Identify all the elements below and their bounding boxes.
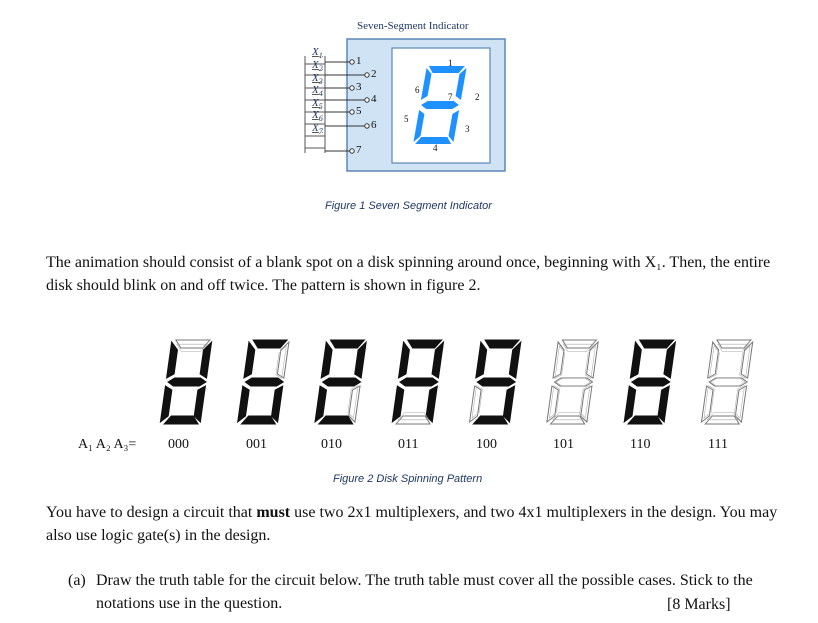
pattern-segment-6 [244, 342, 256, 378]
pattern-segment-3 [734, 386, 746, 422]
pattern-segment-4 [241, 416, 276, 424]
requirements-text-start: You have to design a circuit that [46, 504, 257, 521]
input-label-x4: $X_4$ [312, 84, 323, 99]
pattern-digit-101 [547, 340, 599, 424]
pattern-segment-7 [245, 378, 284, 386]
input-label-x6: $X_6$ [312, 109, 323, 124]
code-label-000: 000 [168, 437, 189, 452]
pattern-digit-111 [701, 340, 753, 424]
pattern-digit-110 [624, 340, 676, 424]
pattern-segment-6 [630, 342, 642, 378]
code-label-001: 001 [246, 437, 267, 452]
pattern-segment-1 [484, 340, 519, 348]
pattern-digit-010 [315, 340, 367, 424]
code-label-011: 011 [398, 437, 419, 452]
pin-number-3: 3 [356, 81, 362, 93]
pattern-segment-4 [319, 416, 354, 424]
pin-number-2: 2 [371, 68, 377, 80]
pattern-segment-1 [329, 340, 364, 348]
pin-number-4: 4 [371, 93, 377, 105]
seven-segment-indicator-diagram [300, 38, 510, 173]
pattern-segment-1 [639, 340, 674, 348]
segment-number-1: 1 [448, 58, 453, 68]
pattern-segment-6 [321, 342, 333, 378]
code-label-100: 100 [476, 437, 497, 452]
pattern-digit-001 [237, 340, 289, 424]
pattern-segment-7 [399, 378, 438, 386]
figure2-caption: Figure 2 Disk Spinning Pattern [333, 473, 483, 485]
pattern-segment-3 [425, 386, 437, 422]
pattern-segment-6 [476, 342, 488, 378]
figure1-title: Seven-Segment Indicator [357, 20, 469, 32]
segment-1 [428, 66, 465, 73]
pattern-segment-7 [322, 378, 361, 386]
input-label-x3: $X_3$ [312, 72, 323, 87]
pattern-segment-3 [657, 386, 669, 422]
question-label: (a) [68, 572, 86, 589]
pin-number-6: 6 [371, 119, 377, 131]
code-label-111: 111 [708, 437, 728, 452]
segment-number-2: 2 [475, 92, 480, 102]
input-label-x5: $X_5$ [312, 97, 323, 112]
question-marks: [8 Marks] [667, 596, 731, 613]
input-label-x1: $X_1$ [312, 46, 323, 61]
pattern-segment-4 [164, 416, 199, 424]
pattern-digit-000 [160, 340, 212, 424]
pattern-digit-011 [392, 340, 444, 424]
requirements-text-end: use two 2x1 multiplexers, and two 4x1 multiplexers in the design. You may also use logic gate(s) in the design. [46, 504, 778, 544]
requirements-paragraph [46, 501, 786, 547]
code-label-010: 010 [321, 437, 342, 452]
pin-number-5: 5 [356, 105, 362, 117]
pattern-segment-4 [628, 416, 663, 424]
pin-number-7: 7 [356, 144, 362, 156]
disk-spinning-pattern-diagram [150, 332, 760, 432]
segment-number-3: 3 [465, 124, 470, 134]
segment-number-4: 4 [433, 143, 438, 153]
pattern-segment-6 [167, 342, 179, 378]
pattern-segment-3 [348, 386, 360, 422]
segment-number-5: 5 [404, 114, 409, 124]
input-label-x2: $X_2$ [312, 59, 323, 74]
pattern-segment-6 [398, 342, 410, 378]
pattern-segment-3 [580, 386, 592, 422]
segment-number-7: 7 [448, 92, 453, 102]
figure1-caption: Figure 1 Seven Segment Indicator [325, 200, 492, 212]
pattern-segment-7 [477, 378, 516, 386]
pattern-segment-1 [407, 340, 442, 348]
pattern-segment-3 [503, 386, 515, 422]
pin-number-1: 1 [356, 55, 362, 67]
input-label-x7: $X_7$ [312, 122, 323, 137]
intro-paragraph: The animation should consist of a blank spot on a disk spinning around once, beginning with X₁. Then, the entire disk should blink on and off twice. The pattern is shown in figure 2. [46, 254, 771, 294]
pattern-segment-4 [473, 416, 508, 424]
requirements-emphasis: must [256, 504, 291, 521]
segment-number-6: 6 [415, 85, 420, 95]
pattern-segment-7 [167, 378, 206, 386]
question-text: Draw the truth table for the circuit below. The truth table must cover all the possible cases. Stick to the notations use in the question. [96, 572, 753, 612]
sequence-label: A₁ A₂ A₃= [78, 437, 137, 452]
pattern-segment-1 [252, 340, 287, 348]
pattern-segment-3 [271, 386, 283, 422]
code-label-101: 101 [553, 437, 574, 452]
pattern-segment-3 [193, 386, 205, 422]
pattern-segment-7 [631, 378, 670, 386]
pattern-digit-100 [469, 340, 521, 424]
code-label-110: 110 [630, 437, 651, 452]
segment-7 [420, 101, 459, 109]
